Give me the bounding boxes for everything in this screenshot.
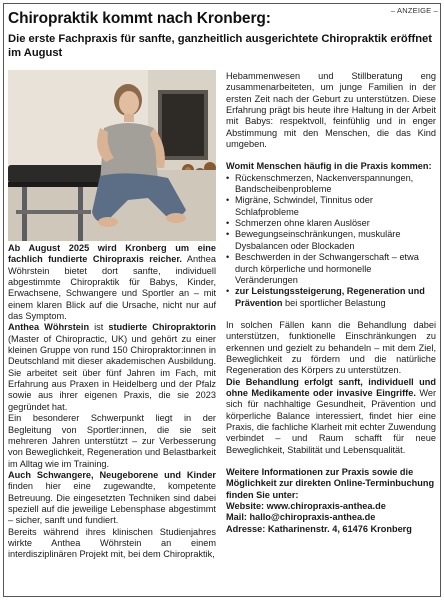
contact-intro: Weitere Informationen zur Praxis sowie die Möglichkeit zur direkten Online-Terminbuchung finden Sie unter:: [226, 467, 435, 500]
conditions-list: [226, 173, 436, 309]
list-item: • Beschwerden in der Schwangerschaft – etwa durch körperliche und hormonelle Veränderungen: [226, 252, 436, 286]
contact-website: Website: www.chiropraxis-anthea.de: [226, 501, 386, 512]
approach-text: Wer sich für nachhaltige Gesundheit, Prävention und körperliche Balance interessiert, findet hier eine Praxis, die fachliche Klarheit mit echter Zuwendung verbindet – und Raum schafft für neue Beweglichkeit, Stabilität und Lebensqualität.: [226, 387, 436, 455]
list-item-text: bei sportlicher Belastung: [282, 297, 386, 308]
chiropractor-photo: [8, 70, 216, 241]
list-item: • Rückenschmerzen, Nackenverspannungen, Bandscheibenprobleme: [226, 173, 436, 196]
photo-illustration: [8, 70, 216, 241]
bio-name: Anthea Wöhrstein: [8, 322, 90, 333]
contact-mail: Mail: hallo@chiropraxis-anthea.de: [226, 512, 376, 523]
continuation-paragraph: Hebammenwesen und Stillberatung eng zusammenarbeiteten, um junge Familien in der ersten Zeit nach der Geburt zu unterstützen. Diese Erfahrung prägt bis heute ihre Haltung in der Arbeit mit Babys: respektvoll, feinfühlig und in enger Abstimmung mit den Menschen, die das Kind umgeben.: [226, 71, 436, 150]
contact-block: [226, 467, 436, 535]
study-paragraph: Bereits während ihres klinischen Studienjahres wirkte Anthea Wöhrstein an einem interdisziplinären Projekt mit, bei dem Chiropraktik,: [8, 526, 216, 560]
bio-title: studierte Chiropraktorin: [108, 322, 216, 333]
approach-paragraph: [226, 377, 436, 456]
treatment-paragraph: In solchen Fällen kann die Behandlung dabei unterstützen, funktionelle Einschränkungen zu erkennen und gezielt zu behandeln – mit dem Ziel, Beweglichkeit zu fördern und die natürliche Regeneration des Körpers zu unterstützen.: [226, 319, 436, 376]
right-column: [226, 71, 436, 535]
athletes-paragraph: Ein besonderer Schwerpunkt liegt in der Begleitung von Sportler:innen, die sie seit mehreren Jahren unterstützt – zur Verbesserung von Beweglichkeit, Regeneration und Belastbarkeit im Alltag wie im Training.: [8, 413, 216, 469]
contact-address: Adresse: Katharinenstr. 4, 61476 Kronberg: [226, 523, 412, 534]
headline: Chiropraktik kommt nach Kronberg:: [8, 10, 271, 27]
list-item: • Schmerzen ohne klaren Auslöser: [226, 218, 436, 229]
left-column: [8, 243, 216, 561]
conditions-heading: Womit Menschen häufig in die Praxis kommen:: [226, 161, 432, 172]
list-item: • Bewegungseinschränkungen, muskuläre Dysbalancen oder Blockaden: [226, 229, 436, 252]
bio-paragraph: [8, 322, 216, 413]
pregnancy-paragraph: [8, 470, 216, 527]
subheadline: Die erste Fachpraxis für sanfte, ganzheitlich ausgerichtete Chiropraktik eröffnet im August: [8, 33, 432, 59]
bio-text-1: ist: [89, 322, 109, 333]
list-item: • Migräne, Schwindel, Tinnitus oder Schlafprobleme: [226, 195, 436, 218]
list-item-bold: zur Leistungssteigerung, Regeneration und Prävention: [235, 286, 425, 308]
approach-bold: Die Behandlung erfolgt sanft, individuell und ohne Medikamente oder invasive Eingriffe.: [226, 376, 436, 398]
intro-bold: Ab August 2025 wird Kronberg um eine fachlich fundierte Chiropraxis reicher.: [8, 243, 216, 265]
ad-label: – ANZEIGE –: [390, 6, 438, 15]
list-item: [226, 286, 436, 309]
pregnancy-bold: Auch Schwangere, Neugeborene und Kinder: [8, 469, 216, 480]
pregnancy-text: finden hier eine zugewandte, kompetente Betreuung. Die eingesetzten Techniken sind dabei speziell auf die jeweilige Lebensphase abgestimmt – sicher, sanft und fundiert.: [8, 481, 216, 526]
intro-paragraph: [8, 243, 216, 322]
intro-text: Anthea Wöhrstein bietet dort sanfte, individuell abgestimmte Chiropraktik für Babys, Kinder, Erwachsene, Schwangere und Sportler an – mit einem klaren Blick auf die Ursache, nicht nur auf das Symptom.: [8, 254, 216, 322]
bio-text-2: (Master of Chiropractic, UK) und gehört zu einer kleinen Gruppe von rund 150 Chiropraktor:innen in Deutschland mit dieser akademischen Ausbildung. Sie arbeitet seit über fünf Jahren im Fach, mit Erfahrung aus Praxen in Heidelberg und der Pfalz sowie aus ihrer eigenen Praxis, die sie 2023 gegründet hat.: [8, 333, 216, 412]
